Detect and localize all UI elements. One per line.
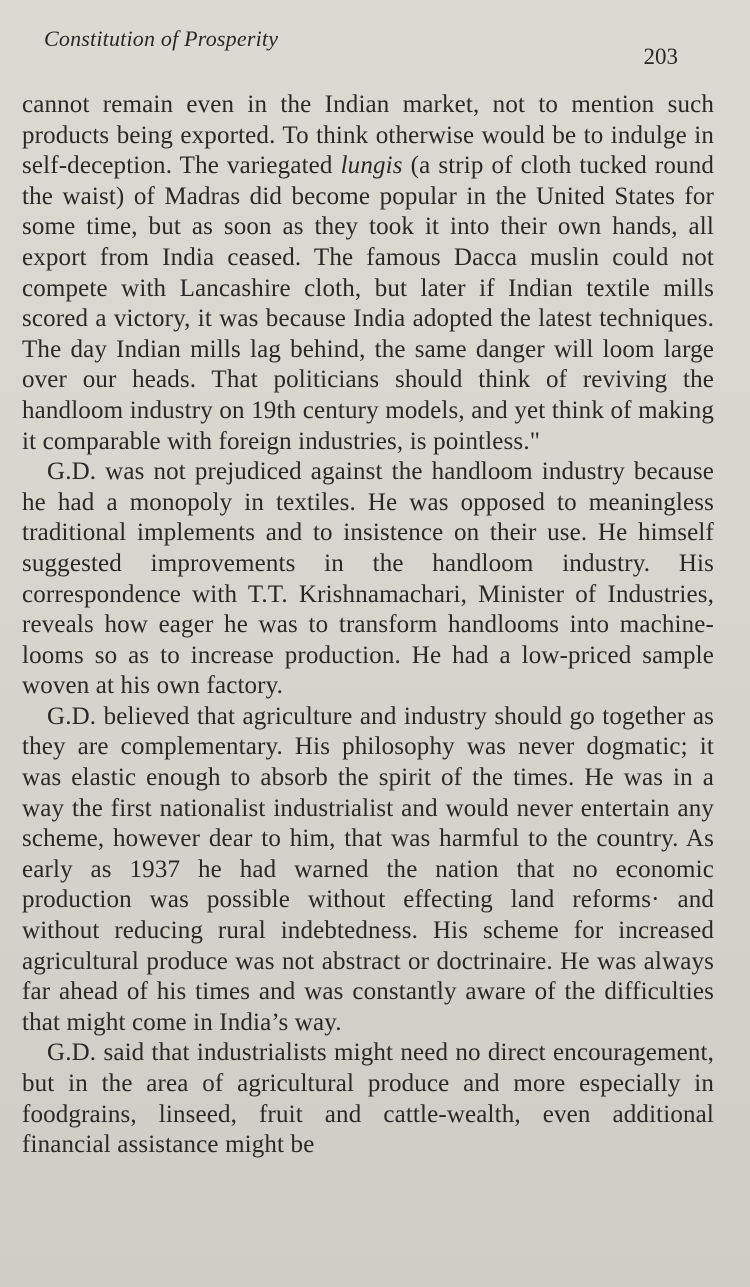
paragraph-agriculture: G.D. believed that agriculture and industry should go together as they are complementary. His philosophy was never dogmatic; it was elastic enough to absorb the spirit of the times. He was in a way the first nationalist industrialist and would never entertain any scheme, however dear to him, that was harmful to the country. As early as 1937 he had warned the nation that no economic production was possible without effecting land reforms· and without reducing rural indebtedness. His scheme for increased agricultural produce was not abstract or doctrinaire. He was always far ahead of his times and was constantly aware of the difficulties that might come in India’s way.	[22, 702, 714, 1036]
body-text	[22, 90, 714, 1161]
paragraph-continued	[22, 90, 714, 457]
page-number: 203	[643, 44, 678, 69]
paragraph-encouragement: G.D. said that industrialists might need no direct encouragement, but in the area of agricultural produce and more especially in foodgrains, linseed, fruit and cattle-wealth, even additional financial assistance might be	[22, 1039, 714, 1159]
running-title: Constitution of Prosperity	[44, 26, 279, 51]
paragraph-text: cannot remain even in the Indian market, not to mention such products being exported. To think otherwise would be to indulge in self-deception. The variegated	[22, 91, 714, 180]
running-header	[22, 0, 720, 80]
paragraph-text: (a strip of cloth tucked round the waist) of Madras did become popular in the United States for some time, but as soon as they took it into their own hands, all export from India ceased. The famous Dacca muslin could not compete with Lancashire cloth, but later if Indian textile mills scored a victory, it was because India adopted the latest techniques. The day Indian mills lag behind, the same danger will loom large over our heads. That politicians should think of reviving the handloom industry on 19th century models, and yet think of making it comparable with foreign industries, is pointless."	[22, 152, 714, 455]
paragraph-handloom: G.D. was not prejudiced against the handloom industry because he had a monopoly in textiles. He was opposed to meaningless traditional implements and to insistence on their use. He himself suggested improvements in the handloom industry. His correspondence with T.T. Krishnamachari, Minister of Industries, reveals how eager he was to transform handlooms into machine-looms so as to increase production. He had a low-priced sample woven at his own factory.	[22, 458, 714, 700]
italic-term: lungis	[340, 152, 403, 180]
